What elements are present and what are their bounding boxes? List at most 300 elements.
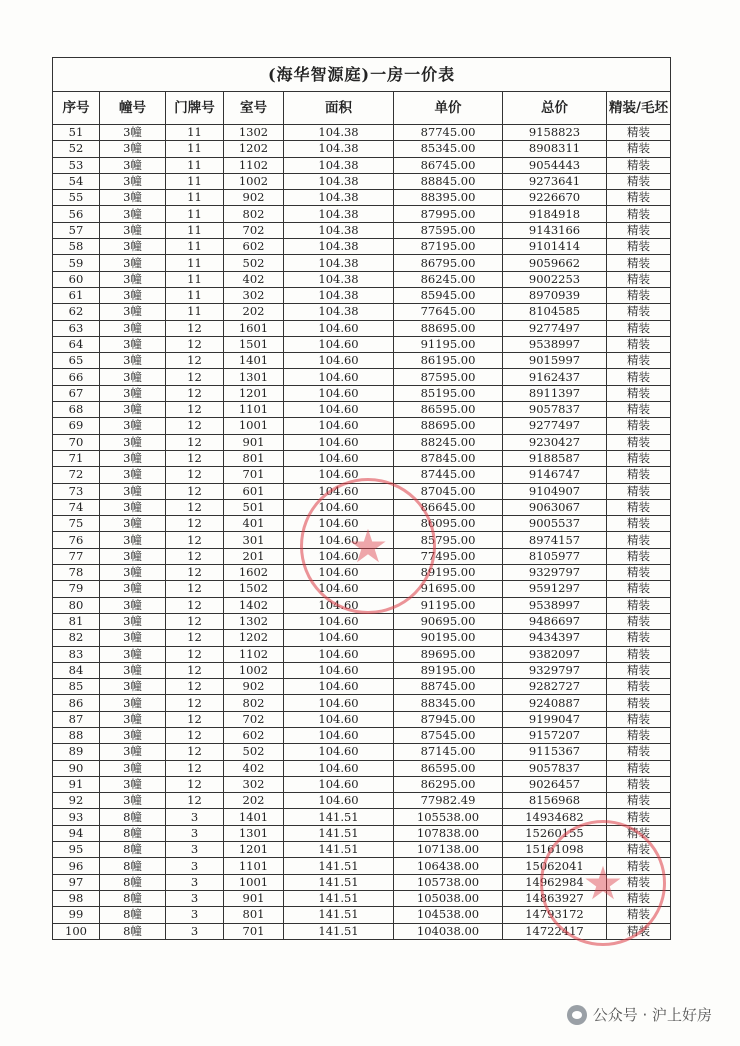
- unit-price-cell: 91195.00: [394, 597, 503, 613]
- building-cell: 3幢: [100, 125, 166, 141]
- unit-price-cell: 87595.00: [394, 369, 503, 385]
- finish-cell: 精装: [607, 597, 671, 613]
- room-cell: 401: [224, 516, 284, 532]
- seq-cell: 99: [53, 907, 100, 923]
- seq-cell: 66: [53, 369, 100, 385]
- table-row: [53, 581, 671, 597]
- table-row: [53, 597, 671, 613]
- unit-price-cell: 87995.00: [394, 206, 503, 222]
- seq-cell: 55: [53, 190, 100, 206]
- unit-price-cell: 91195.00: [394, 336, 503, 352]
- column-header: 室号: [224, 92, 284, 125]
- unit-price-cell: 77495.00: [394, 548, 503, 564]
- building-cell: 3幢: [100, 499, 166, 515]
- room-cell: 901: [224, 434, 284, 450]
- seq-cell: 92: [53, 793, 100, 809]
- column-header: 总价: [503, 92, 607, 125]
- door-cell: 12: [166, 662, 224, 678]
- finish-cell: 精装: [607, 532, 671, 548]
- total-price-cell: 14722417: [503, 923, 607, 939]
- seq-cell: 85: [53, 679, 100, 695]
- building-cell: 3幢: [100, 320, 166, 336]
- room-cell: 702: [224, 711, 284, 727]
- unit-price-cell: 87845.00: [394, 450, 503, 466]
- finish-cell: 精装: [607, 516, 671, 532]
- room-cell: 801: [224, 450, 284, 466]
- area-cell: 104.60: [284, 548, 394, 564]
- finish-cell: 精装: [607, 825, 671, 841]
- door-cell: 3: [166, 858, 224, 874]
- building-cell: 3幢: [100, 597, 166, 613]
- area-cell: 104.60: [284, 532, 394, 548]
- seq-cell: 51: [53, 125, 100, 141]
- unit-price-cell: 87595.00: [394, 222, 503, 238]
- unit-price-cell: 88695.00: [394, 418, 503, 434]
- finish-cell: 精装: [607, 776, 671, 792]
- door-cell: 12: [166, 613, 224, 629]
- building-cell: 3幢: [100, 565, 166, 581]
- room-cell: 802: [224, 206, 284, 222]
- total-price-cell: 9277497: [503, 320, 607, 336]
- building-cell: 3幢: [100, 304, 166, 320]
- seq-cell: 54: [53, 173, 100, 189]
- area-cell: 104.38: [284, 255, 394, 271]
- table-row: [53, 304, 671, 320]
- unit-price-cell: 88695.00: [394, 320, 503, 336]
- unit-price-cell: 106438.00: [394, 858, 503, 874]
- building-cell: 3幢: [100, 483, 166, 499]
- room-cell: 1201: [224, 385, 284, 401]
- table-row: [53, 646, 671, 662]
- total-price-cell: 9162437: [503, 369, 607, 385]
- building-cell: 3幢: [100, 467, 166, 483]
- total-price-cell: 9143166: [503, 222, 607, 238]
- total-price-cell: 9101414: [503, 239, 607, 255]
- door-cell: 11: [166, 173, 224, 189]
- seq-cell: 87: [53, 711, 100, 727]
- column-header: 门牌号: [166, 92, 224, 125]
- unit-price-cell: 85195.00: [394, 385, 503, 401]
- door-cell: 11: [166, 141, 224, 157]
- total-price-cell: 8104585: [503, 304, 607, 320]
- area-cell: 104.60: [284, 499, 394, 515]
- seq-cell: 75: [53, 516, 100, 532]
- unit-price-cell: 86195.00: [394, 353, 503, 369]
- area-cell: 104.38: [284, 287, 394, 303]
- total-price-cell: 9063067: [503, 499, 607, 515]
- table-row: [53, 744, 671, 760]
- column-header: 面积: [284, 92, 394, 125]
- finish-cell: 精装: [607, 711, 671, 727]
- room-cell: 702: [224, 222, 284, 238]
- door-cell: 12: [166, 548, 224, 564]
- seq-cell: 58: [53, 239, 100, 255]
- seq-cell: 88: [53, 727, 100, 743]
- area-cell: 104.60: [284, 516, 394, 532]
- building-cell: 3幢: [100, 793, 166, 809]
- room-cell: 902: [224, 190, 284, 206]
- price-table: [52, 57, 671, 940]
- total-price-cell: 9184918: [503, 206, 607, 222]
- area-cell: 104.60: [284, 597, 394, 613]
- unit-price-cell: 87445.00: [394, 467, 503, 483]
- door-cell: 12: [166, 793, 224, 809]
- unit-price-cell: 104538.00: [394, 907, 503, 923]
- building-cell: 3幢: [100, 776, 166, 792]
- finish-cell: 精装: [607, 287, 671, 303]
- door-cell: 12: [166, 679, 224, 695]
- table-row: [53, 190, 671, 206]
- unit-price-cell: 90195.00: [394, 630, 503, 646]
- area-cell: 104.60: [284, 613, 394, 629]
- finish-cell: 精装: [607, 173, 671, 189]
- table-row: [53, 239, 671, 255]
- total-price-cell: 9158823: [503, 125, 607, 141]
- seq-cell: 67: [53, 385, 100, 401]
- seq-cell: 81: [53, 613, 100, 629]
- total-price-cell: 9591297: [503, 581, 607, 597]
- unit-price-cell: 85345.00: [394, 141, 503, 157]
- total-price-cell: 14793172: [503, 907, 607, 923]
- table-row: [53, 565, 671, 581]
- room-cell: 1002: [224, 662, 284, 678]
- total-price-cell: 9282727: [503, 679, 607, 695]
- seq-cell: 65: [53, 353, 100, 369]
- room-cell: 1102: [224, 157, 284, 173]
- seq-cell: 89: [53, 744, 100, 760]
- room-cell: 1401: [224, 809, 284, 825]
- area-cell: 104.38: [284, 141, 394, 157]
- room-cell: 301: [224, 532, 284, 548]
- room-cell: 302: [224, 776, 284, 792]
- finish-cell: 精装: [607, 141, 671, 157]
- building-cell: 3幢: [100, 727, 166, 743]
- area-cell: 141.51: [284, 825, 394, 841]
- seq-cell: 63: [53, 320, 100, 336]
- total-price-cell: 9188587: [503, 450, 607, 466]
- unit-price-cell: 105538.00: [394, 809, 503, 825]
- room-cell: 1101: [224, 402, 284, 418]
- finish-cell: 精装: [607, 271, 671, 287]
- room-cell: 402: [224, 271, 284, 287]
- finish-cell: 精装: [607, 727, 671, 743]
- door-cell: 11: [166, 239, 224, 255]
- unit-price-cell: 107838.00: [394, 825, 503, 841]
- unit-price-cell: 87745.00: [394, 125, 503, 141]
- room-cell: 1001: [224, 418, 284, 434]
- building-cell: 3幢: [100, 255, 166, 271]
- building-cell: 3幢: [100, 711, 166, 727]
- room-cell: 1201: [224, 842, 284, 858]
- finish-cell: 精装: [607, 385, 671, 401]
- area-cell: 104.38: [284, 157, 394, 173]
- total-price-cell: 9434397: [503, 630, 607, 646]
- room-cell: 601: [224, 483, 284, 499]
- finish-cell: 精装: [607, 646, 671, 662]
- seq-cell: 82: [53, 630, 100, 646]
- table-row: [53, 825, 671, 841]
- unit-price-cell: 105738.00: [394, 874, 503, 890]
- table-row: [53, 467, 671, 483]
- door-cell: 12: [166, 418, 224, 434]
- door-cell: 12: [166, 336, 224, 352]
- total-price-cell: 9329797: [503, 662, 607, 678]
- total-price-cell: 8105977: [503, 548, 607, 564]
- star-icon: ★: [582, 856, 624, 910]
- room-cell: 602: [224, 239, 284, 255]
- total-price-cell: 9329797: [503, 565, 607, 581]
- room-cell: 1502: [224, 581, 284, 597]
- unit-price-cell: 88745.00: [394, 679, 503, 695]
- room-cell: 1401: [224, 353, 284, 369]
- unit-price-cell: 88245.00: [394, 434, 503, 450]
- finish-cell: 精装: [607, 565, 671, 581]
- area-cell: 104.60: [284, 467, 394, 483]
- building-cell: 3幢: [100, 516, 166, 532]
- door-cell: 12: [166, 695, 224, 711]
- building-cell: 8幢: [100, 825, 166, 841]
- total-price-cell: 15161098: [503, 842, 607, 858]
- room-cell: 701: [224, 923, 284, 939]
- total-price-cell: 8156968: [503, 793, 607, 809]
- finish-cell: 精装: [607, 434, 671, 450]
- total-price-cell: 15260155: [503, 825, 607, 841]
- finish-cell: 精装: [607, 320, 671, 336]
- seq-cell: 71: [53, 450, 100, 466]
- unit-price-cell: 107138.00: [394, 842, 503, 858]
- door-cell: 11: [166, 287, 224, 303]
- room-cell: 801: [224, 907, 284, 923]
- total-price-cell: 14934682: [503, 809, 607, 825]
- table-row: [53, 353, 671, 369]
- door-cell: 12: [166, 385, 224, 401]
- building-cell: 8幢: [100, 858, 166, 874]
- unit-price-cell: 86295.00: [394, 776, 503, 792]
- total-price-cell: 9005537: [503, 516, 607, 532]
- room-cell: 701: [224, 467, 284, 483]
- total-price-cell: 9277497: [503, 418, 607, 434]
- unit-price-cell: 86595.00: [394, 402, 503, 418]
- building-cell: 3幢: [100, 646, 166, 662]
- room-cell: 1302: [224, 613, 284, 629]
- finish-cell: 精装: [607, 483, 671, 499]
- building-cell: 3幢: [100, 336, 166, 352]
- table-row: [53, 141, 671, 157]
- door-cell: 12: [166, 450, 224, 466]
- finish-cell: 精装: [607, 369, 671, 385]
- table-row: [53, 516, 671, 532]
- header-row: [53, 92, 671, 125]
- door-cell: 12: [166, 499, 224, 515]
- unit-price-cell: 89695.00: [394, 646, 503, 662]
- total-price-cell: 9273641: [503, 173, 607, 189]
- unit-price-cell: 89195.00: [394, 565, 503, 581]
- door-cell: 11: [166, 255, 224, 271]
- total-price-cell: 9057837: [503, 402, 607, 418]
- finish-cell: 精装: [607, 402, 671, 418]
- table-row: [53, 727, 671, 743]
- unit-price-cell: 90695.00: [394, 613, 503, 629]
- total-price-cell: 9015997: [503, 353, 607, 369]
- area-cell: 104.60: [284, 483, 394, 499]
- seq-cell: 76: [53, 532, 100, 548]
- total-price-cell: 9002253: [503, 271, 607, 287]
- building-cell: 3幢: [100, 157, 166, 173]
- unit-price-cell: 87945.00: [394, 711, 503, 727]
- room-cell: 202: [224, 793, 284, 809]
- area-cell: 104.60: [284, 711, 394, 727]
- finish-cell: 精装: [607, 842, 671, 858]
- door-cell: 12: [166, 467, 224, 483]
- column-header: 幢号: [100, 92, 166, 125]
- door-cell: 3: [166, 890, 224, 906]
- unit-price-cell: 85795.00: [394, 532, 503, 548]
- total-price-cell: 9538997: [503, 336, 607, 352]
- building-cell: 3幢: [100, 385, 166, 401]
- seq-cell: 97: [53, 874, 100, 890]
- seq-cell: 94: [53, 825, 100, 841]
- seq-cell: 52: [53, 141, 100, 157]
- total-price-cell: 8970939: [503, 287, 607, 303]
- unit-price-cell: 88845.00: [394, 173, 503, 189]
- area-cell: 104.60: [284, 418, 394, 434]
- area-cell: 104.38: [284, 125, 394, 141]
- area-cell: 104.38: [284, 239, 394, 255]
- door-cell: 12: [166, 711, 224, 727]
- table-row: [53, 695, 671, 711]
- finish-cell: 精装: [607, 809, 671, 825]
- room-cell: 1402: [224, 597, 284, 613]
- area-cell: 104.60: [284, 385, 394, 401]
- table-row: [53, 369, 671, 385]
- finish-cell: 精装: [607, 613, 671, 629]
- total-price-cell: 15062041: [503, 858, 607, 874]
- total-price-cell: 8908311: [503, 141, 607, 157]
- table-row: [53, 923, 671, 939]
- building-cell: 3幢: [100, 190, 166, 206]
- building-cell: 3幢: [100, 760, 166, 776]
- finish-cell: 精装: [607, 353, 671, 369]
- door-cell: 3: [166, 825, 224, 841]
- door-cell: 3: [166, 874, 224, 890]
- building-cell: 8幢: [100, 923, 166, 939]
- area-cell: 104.60: [284, 793, 394, 809]
- door-cell: 3: [166, 842, 224, 858]
- building-cell: 3幢: [100, 418, 166, 434]
- room-cell: 501: [224, 499, 284, 515]
- table-row: [53, 402, 671, 418]
- door-cell: 12: [166, 353, 224, 369]
- building-cell: 3幢: [100, 287, 166, 303]
- room-cell: 1602: [224, 565, 284, 581]
- finish-cell: 精装: [607, 744, 671, 760]
- total-price-cell: 14962984: [503, 874, 607, 890]
- total-price-cell: 9240887: [503, 695, 607, 711]
- building-cell: 3幢: [100, 548, 166, 564]
- door-cell: 11: [166, 271, 224, 287]
- table-row: [53, 434, 671, 450]
- area-cell: 104.60: [284, 581, 394, 597]
- total-price-cell: 9538997: [503, 597, 607, 613]
- area-cell: 104.60: [284, 434, 394, 450]
- total-price-cell: 8974157: [503, 532, 607, 548]
- finish-cell: 精装: [607, 874, 671, 890]
- door-cell: 11: [166, 206, 224, 222]
- finish-cell: 精装: [607, 450, 671, 466]
- table-row: [53, 157, 671, 173]
- building-cell: 3幢: [100, 353, 166, 369]
- area-cell: 104.60: [284, 353, 394, 369]
- unit-price-cell: 85945.00: [394, 287, 503, 303]
- total-price-cell: 9104907: [503, 483, 607, 499]
- room-cell: 1202: [224, 630, 284, 646]
- unit-price-cell: 87145.00: [394, 744, 503, 760]
- total-price-cell: 9115367: [503, 744, 607, 760]
- seq-cell: 53: [53, 157, 100, 173]
- area-cell: 104.38: [284, 271, 394, 287]
- area-cell: 141.51: [284, 842, 394, 858]
- unit-price-cell: 105038.00: [394, 890, 503, 906]
- building-cell: 3幢: [100, 679, 166, 695]
- table-row: [53, 255, 671, 271]
- finish-cell: 精装: [607, 190, 671, 206]
- finish-cell: 精装: [607, 418, 671, 434]
- table-row: [53, 287, 671, 303]
- table-row: [53, 711, 671, 727]
- wechat-icon: [567, 1005, 587, 1025]
- table-row: [53, 548, 671, 564]
- area-cell: 141.51: [284, 907, 394, 923]
- unit-price-cell: 77645.00: [394, 304, 503, 320]
- room-cell: 1101: [224, 858, 284, 874]
- finish-cell: 精装: [607, 679, 671, 695]
- area-cell: 104.38: [284, 222, 394, 238]
- table-row: [53, 874, 671, 890]
- unit-price-cell: 88395.00: [394, 190, 503, 206]
- room-cell: 1102: [224, 646, 284, 662]
- finish-cell: 精装: [607, 206, 671, 222]
- building-cell: 3幢: [100, 173, 166, 189]
- table-body: [53, 125, 671, 940]
- area-cell: 104.60: [284, 727, 394, 743]
- building-cell: 3幢: [100, 532, 166, 548]
- table-row: [53, 776, 671, 792]
- finish-cell: 精装: [607, 662, 671, 678]
- unit-price-cell: 86745.00: [394, 157, 503, 173]
- room-cell: 1202: [224, 141, 284, 157]
- finish-cell: 精装: [607, 222, 671, 238]
- seq-cell: 60: [53, 271, 100, 287]
- seq-cell: 57: [53, 222, 100, 238]
- table-row: [53, 662, 671, 678]
- finish-cell: 精装: [607, 923, 671, 939]
- area-cell: 104.60: [284, 320, 394, 336]
- door-cell: 3: [166, 923, 224, 939]
- area-cell: 104.38: [284, 190, 394, 206]
- door-cell: 11: [166, 190, 224, 206]
- room-cell: 502: [224, 255, 284, 271]
- door-cell: 12: [166, 581, 224, 597]
- door-cell: 12: [166, 369, 224, 385]
- area-cell: 104.60: [284, 630, 394, 646]
- star-icon: ★: [347, 519, 389, 573]
- room-cell: 1002: [224, 173, 284, 189]
- finish-cell: 精装: [607, 239, 671, 255]
- seq-cell: 96: [53, 858, 100, 874]
- door-cell: 11: [166, 157, 224, 173]
- door-cell: 12: [166, 727, 224, 743]
- seq-cell: 64: [53, 336, 100, 352]
